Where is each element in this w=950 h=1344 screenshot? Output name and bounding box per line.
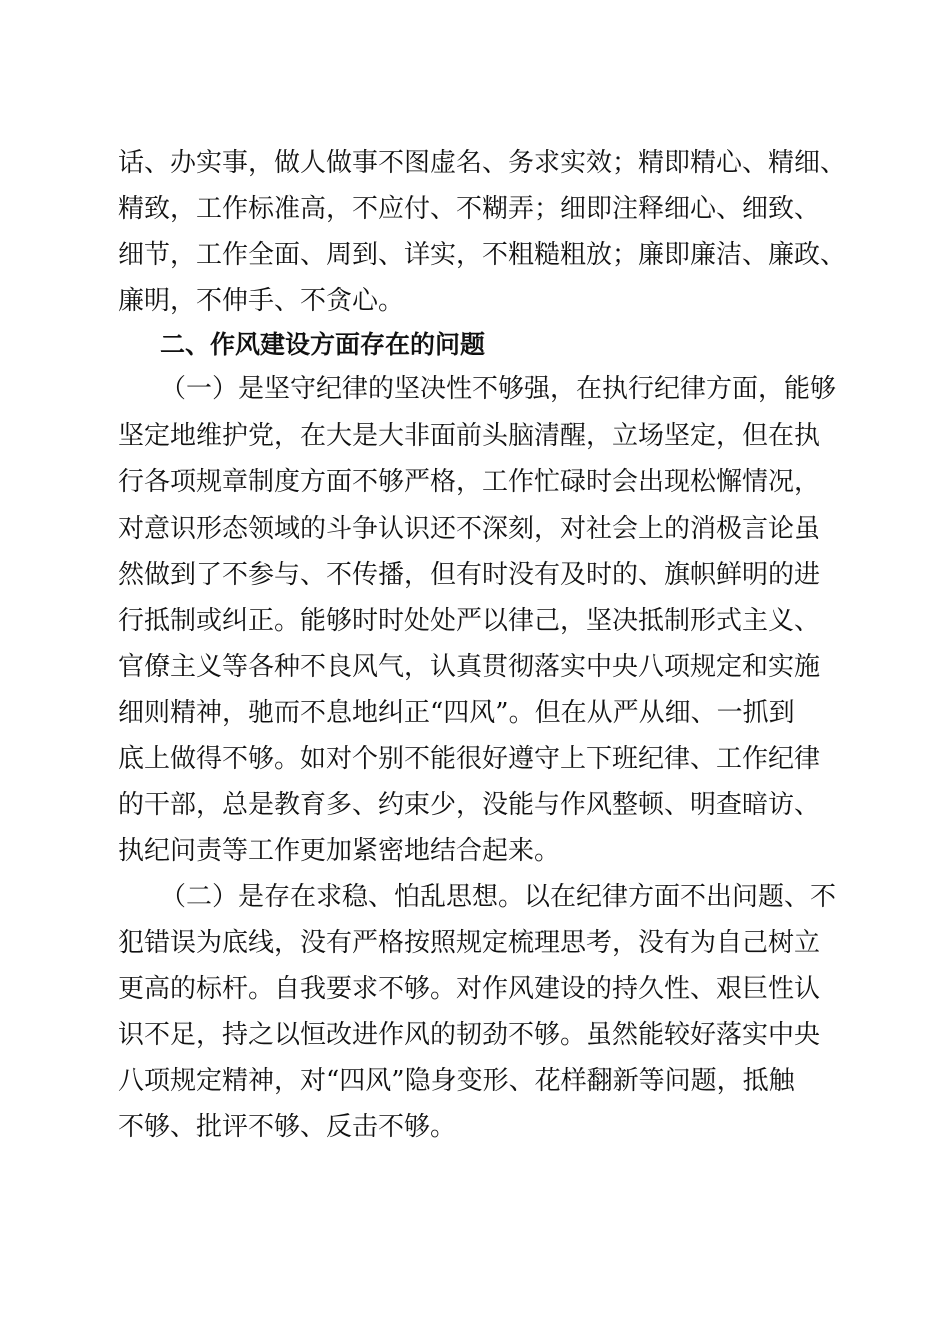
body-text-line: 精致，工作标准高，不应付、不糊弄；细即注释细心、细致、 [118, 194, 821, 224]
section-heading: 二、作风建设方面存在的问题 [160, 330, 486, 359]
paragraph-line: 官僚主义等各种不良风气，认真贯彻落实中央八项规定和实施 [118, 652, 821, 682]
paragraph-line: 行抵制或纠正。能够时时处处严以律己，坚决抵制形式主义、 [118, 606, 821, 636]
paragraph-line: 然做到了不参与、不传播，但有时没有及时的、旗帜鲜明的进 [118, 560, 821, 590]
paragraph-line: 更高的标杆。自我要求不够。对作风建设的持久性、艰巨性认 [118, 974, 821, 1004]
body-text-line: 细节，工作全面、周到、详实，不粗糙粗放；廉即廉洁、廉政、 [118, 240, 847, 270]
paragraph-line: （二）是存在求稳、怕乱思想。以在纪律方面不出问题、不 [160, 882, 837, 912]
body-text-line: 廉明，不伸手、不贪心。 [118, 286, 405, 316]
paragraph-line: 底上做得不够。如对个别不能很好遵守上下班纪律、工作纪律 [118, 744, 821, 774]
paragraph-line: 行各项规章制度方面不够严格，工作忙碌时会出现松懈情况， [118, 467, 821, 497]
paragraph-line: 细则精神，驰而不息地纠正“四风”。但在从严从细、一抓到 [118, 698, 795, 728]
paragraph-line: 犯错误为底线，没有严格按照规定梳理思考，没有为自己树立 [118, 928, 821, 958]
paragraph-line: 的干部，总是教育多、约束少，没能与作风整顿、明查暗访、 [118, 790, 821, 820]
paragraph-line: （一）是坚守纪律的坚决性不够强，在执行纪律方面，能够 [160, 374, 837, 404]
paragraph-line: 执纪问责等工作更加紧密地结合起来。 [118, 836, 561, 866]
paragraph-line: 坚定地维护党，在大是大非面前头脑清醒，立场坚定，但在执 [118, 421, 821, 451]
paragraph-line: 不够、批评不够、反击不够。 [118, 1112, 457, 1142]
paragraph-line: 识不足，持之以恒改进作风的韧劲不够。虽然能较好落实中央 [118, 1020, 821, 1050]
paragraph-line: 对意识形态领域的斗争认识还不深刻，对社会上的消极言论虽 [118, 514, 821, 544]
paragraph-line: 八项规定精神，对“四风”隐身变形、花样翻新等问题，抵触 [118, 1066, 795, 1096]
body-text-line: 话、办实事，做人做事不图虚名、务求实效；精即精心、精细、 [118, 148, 847, 178]
